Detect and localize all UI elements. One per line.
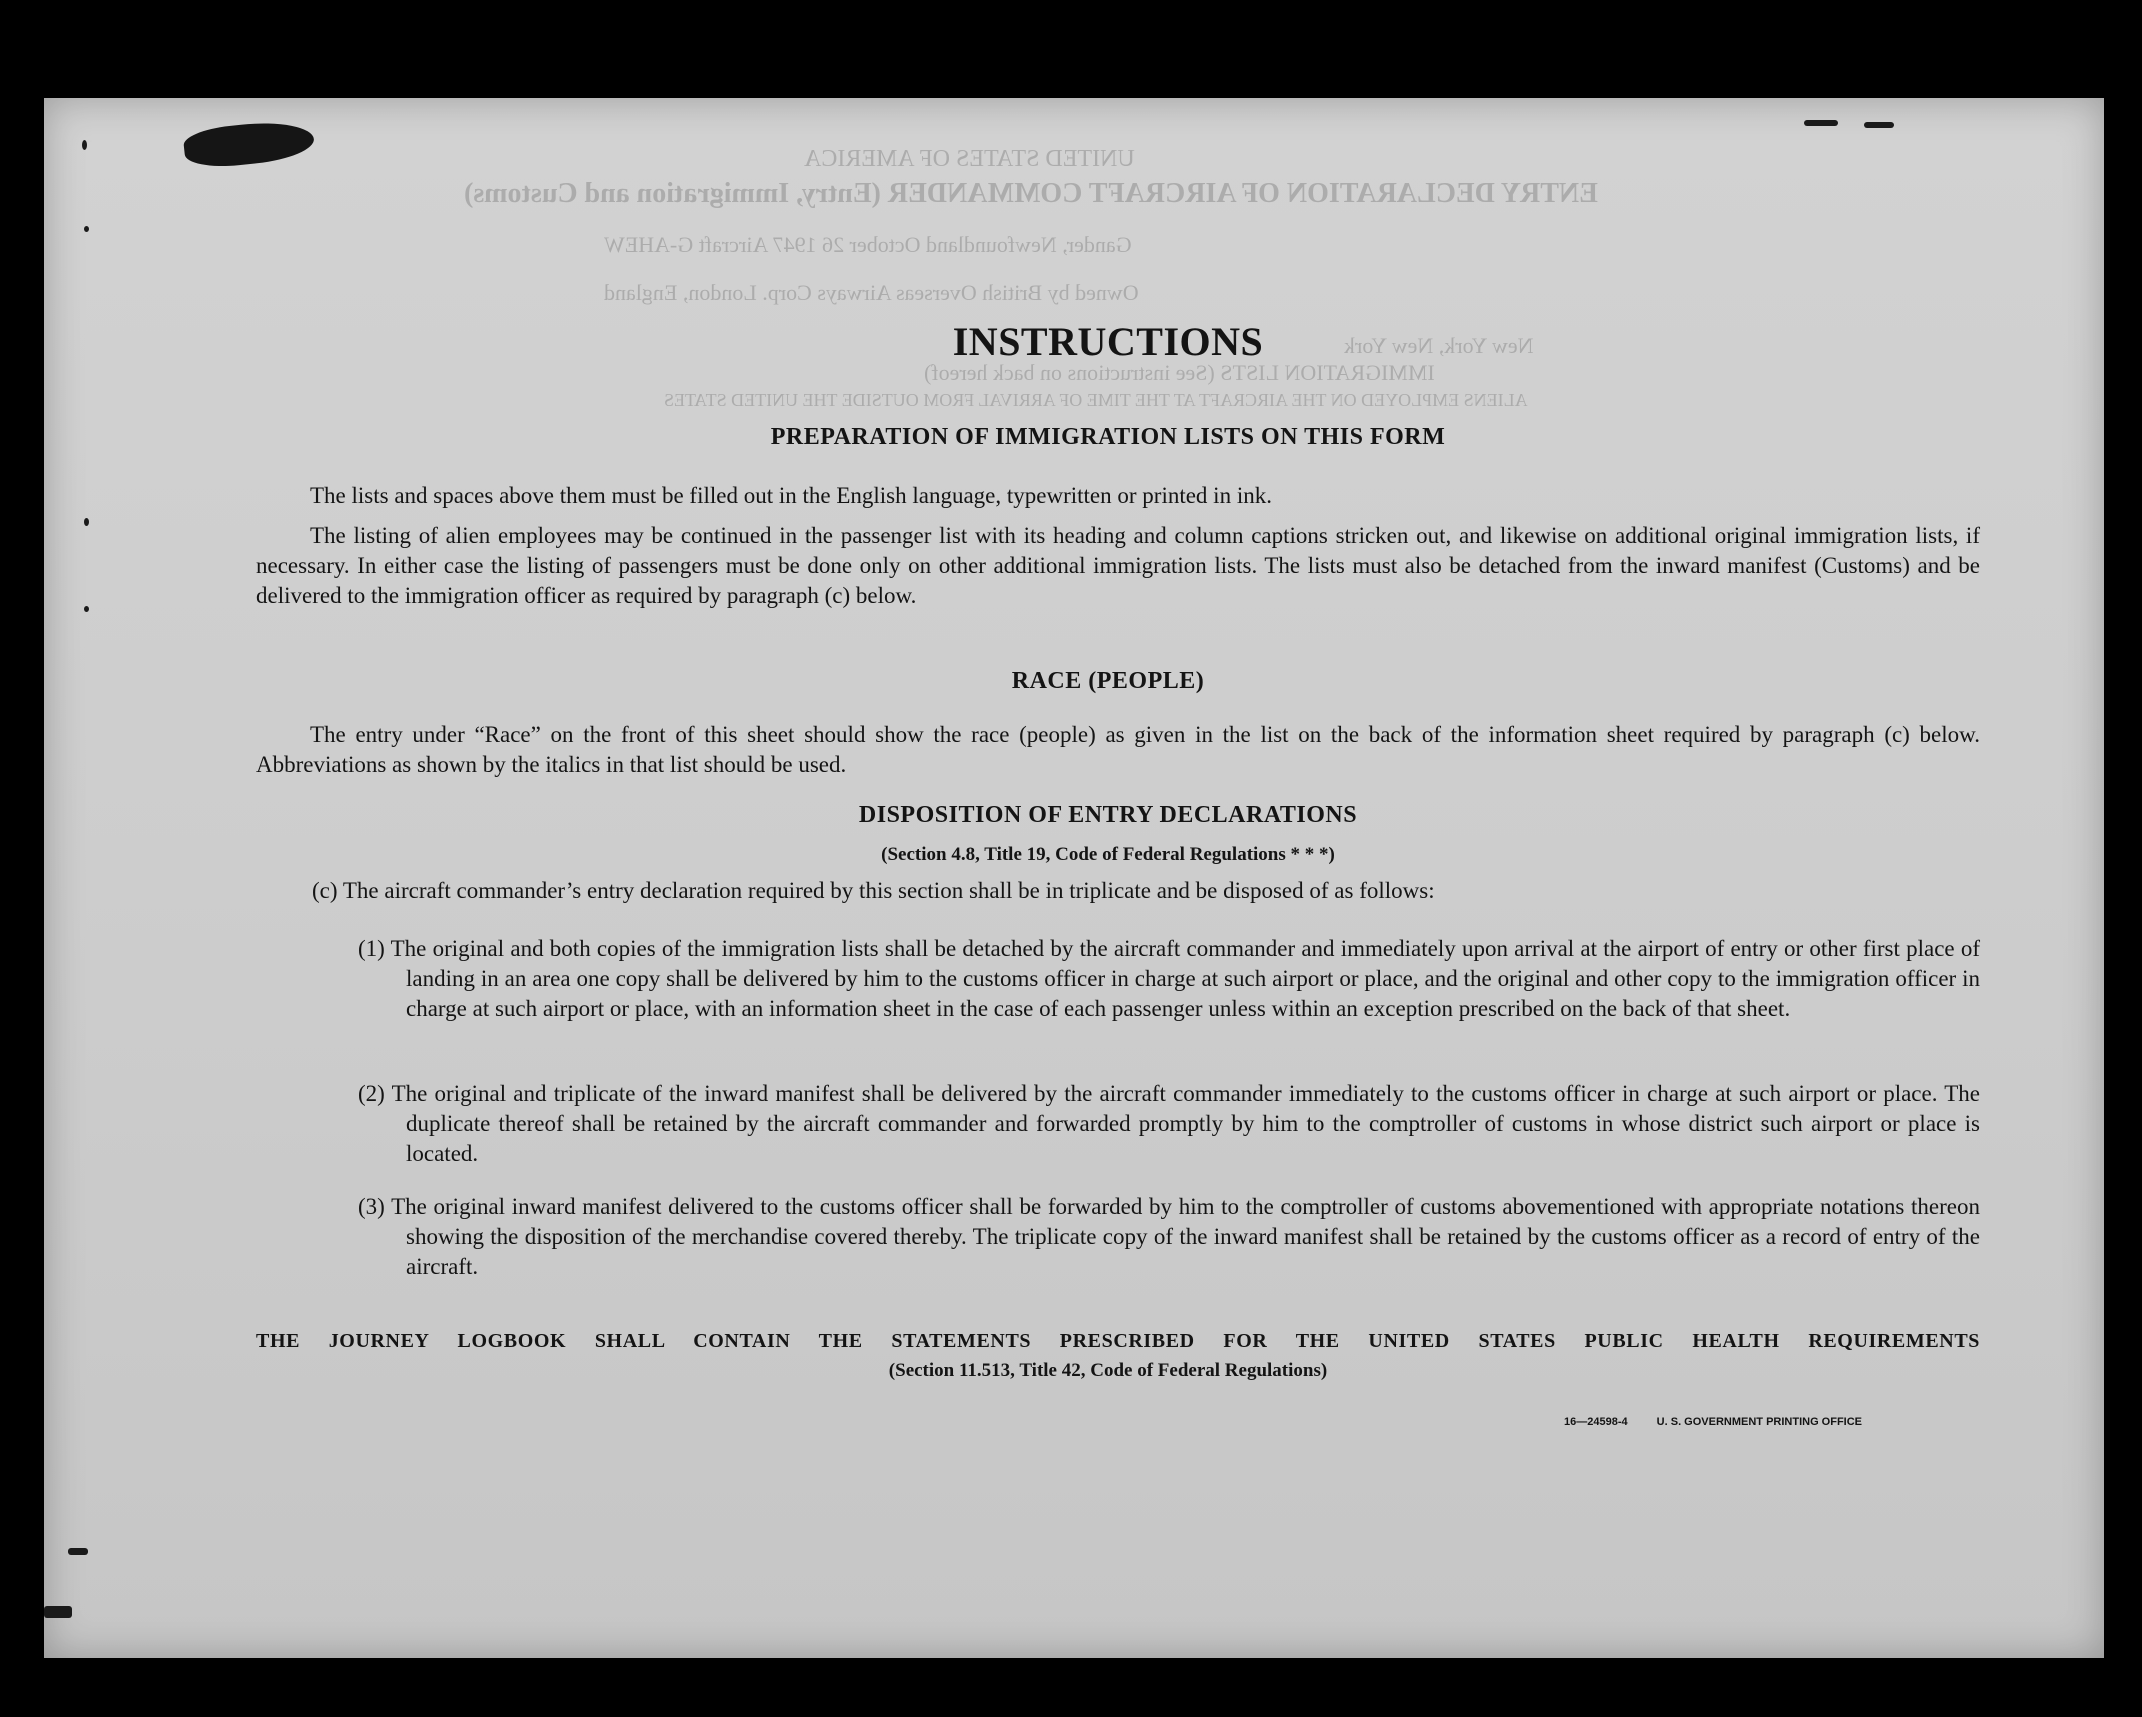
list-item: (2) The original and triplicate of the inward manifest shall be delivered by the aircraft commander immediately to the customs officer in charge at such airport or place. The duplicate thereof shall be retained by the aircraft commander and forwarded promptly by him to the comptroller of customs in whose district such airport or place is located. (358, 1081, 1980, 1166)
bleed-through-line: ENTRY DECLARATION OF AIRCRAFT COMMANDER (Entry, Immigration and Customs) (464, 178, 1598, 209)
section-heading-disposition: DISPOSITION OF ENTRY DECLARATIONS (858, 802, 1358, 828)
paragraph-language: The lists and spaces above them must be filled out in the English language, typewritten or printed in ink. (310, 483, 1272, 508)
bleed-through-line: Gander, Newfoundland October 26 1947 Aircraft G-AHEW (604, 232, 1132, 257)
section-heading-race: RACE (PEOPLE) (1011, 668, 1205, 694)
section-citation: (Section 4.8, Title 19, Code of Federal Regulations * * *) (881, 844, 1335, 865)
list-item: (3) The original inward manifest delivered to the customs officer shall be forwarded by him to the comptroller of customs abovementioned with appropriate notations thereon showing the disposition of the merchandise covered thereby. The triplicate copy of the inward manifest shall be retained by the customs officer as a record of entry of the aircraft. (358, 1194, 1980, 1279)
page-title: INSTRUCTIONS (952, 319, 1264, 364)
bleed-through-line: IMMIGRATION LISTS (See instructions on back hereof) (924, 360, 1435, 385)
footer-statement: THE JOURNEY LOGBOOK SHALL CONTAIN THE STATEMENTS PRESCRIBED FOR THE UNITED STATES PUBLIC HEALTH REQUIREMENTS (256, 1330, 1980, 1352)
section-heading-preparation: PREPARATION OF IMMIGRATION LISTS ON THIS FORM (770, 424, 1446, 450)
printer-imprint (1564, 1416, 1888, 1428)
paragraph-alien-employees: The listing of alien employees may be continued in the passenger list with its heading and column captions stricken out, and likewise on additional original immigration lists, if necessary. In either case the listing of passengers must be done only on other additional immigration lists. The lists must also be detached from the inward manifest (Customs) and be delivered to the immigration officer as required by paragraph (c) below. (256, 523, 1980, 608)
printer-name: U. S. GOVERNMENT PRINTING OFFICE (1656, 1416, 1863, 1428)
footer-citation: (Section 11.513, Title 42, Code of Federal Regulations) (888, 1360, 1328, 1381)
form-number: 16—24598-4 (1564, 1416, 1628, 1428)
list-item: (1) The original and both copies of the immigration lists shall be detached by the aircraft commander and immediately upon arrival at the airport of entry or other first place of landing in an area one copy shall be delivered by him to the customs officer in charge at such airport or place, and the original and other copy to the immigration officer in charge at such airport or place, with an information sheet in the case of each passenger unless within an exception prescribed on the back of that sheet. (358, 936, 1980, 1021)
paragraph-race: The entry under “Race” on the front of this sheet should show the race (people) as given in the list on the back of the information sheet required by paragraph (c) below. Abbreviations as shown by the italics in that list should be used. (256, 722, 1980, 777)
paragraph-lead-c: (c) The aircraft commander’s entry declaration required by this section shall be in triplicate and be disposed of as follows: (312, 878, 1435, 903)
bleed-through-line: ALIENS EMPLOYED ON THE AIRCRAFT AT THE TIME OF ARRIVAL FROM OUTSIDE THE UNITED STATES (664, 390, 1528, 410)
instructions-content (44, 98, 2104, 1658)
bleed-through-line: Owned by British Overseas Airways Corp. London, England (604, 280, 1139, 305)
document-sheet (44, 98, 2104, 1658)
bleed-through-line: UNITED STATES OF AMERICA (804, 146, 1135, 172)
bleed-through-line: New York, New York (1344, 333, 1534, 358)
